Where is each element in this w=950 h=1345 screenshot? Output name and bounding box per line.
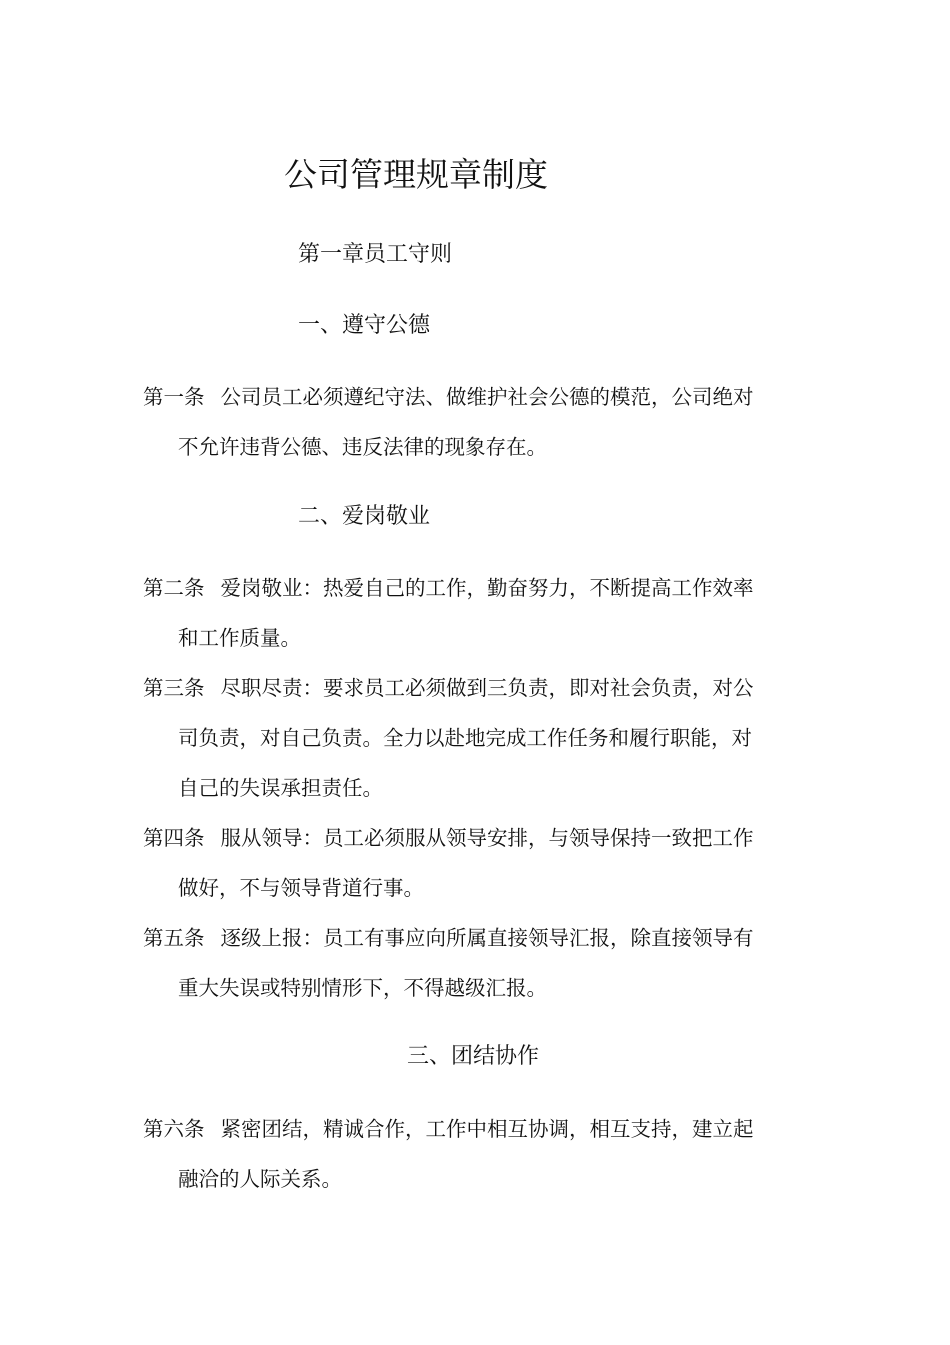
article-4 [143,813,783,913]
article-6-number: 第六条 [143,1117,205,1141]
article-3-line-1 [143,663,783,713]
article-2-number: 第二条 [143,576,205,600]
chapter-heading: 第一章员工守则 [298,242,453,267]
article-2-line-1 [143,563,783,613]
article-2-text-1: 爱岗敬业：热爱自己的工作，勤奋努力，不断提高工作效率 [220,576,754,600]
section-heading-3: 三、团结协作 [407,1044,540,1069]
article-6-line-1 [143,1104,783,1154]
article-3-line-3: 自己的失误承担责任。 [178,776,383,800]
article-1-line-1 [143,372,783,422]
article-5-text-1: 逐级上报：员工有事应向所属直接领导汇报，除直接领导有 [220,926,754,950]
article-3 [143,663,783,813]
article-5-line-2: 重大失误或特别情形下，不得越级汇报。 [178,976,547,1000]
article-3-text-1: 尽职尽责：要求员工必须做到三负责，即对社会负责，对公 [220,676,754,700]
article-5 [143,913,783,1013]
article-6 [143,1104,783,1204]
section-heading-2: 二、爱岗敬业 [298,504,431,529]
article-4-number: 第四条 [143,826,205,850]
article-6-line-2: 融洽的人际关系。 [178,1167,342,1191]
article-2 [143,563,783,663]
article-3-line-2: 司负责，对自己负责。全力以赴地完成工作任务和履行职能，对 [178,726,752,750]
article-1 [143,372,783,472]
article-1-number: 第一条 [143,385,205,409]
article-1-text-1: 公司员工必须遵纪守法、做维护社会公德的模范，公司绝对 [220,385,754,409]
document-title: 公司管理规章制度 [284,155,548,194]
article-3-number: 第三条 [143,676,205,700]
article-5-number: 第五条 [143,926,205,950]
section-heading-1: 一、遵守公德 [298,313,431,338]
article-5-line-1 [143,913,783,963]
article-2-line-2: 和工作质量。 [178,626,301,650]
article-4-text-1: 服从领导：员工必须服从领导安排，与领导保持一致把工作 [220,826,754,850]
article-6-text-1: 紧密团结，精诚合作，工作中相互协调，相互支持，建立起 [220,1117,754,1141]
article-4-line-1 [143,813,783,863]
article-4-line-2: 做好，不与领导背道行事。 [178,876,424,900]
article-1-line-2: 不允许违背公德、违反法律的现象存在。 [178,435,547,459]
